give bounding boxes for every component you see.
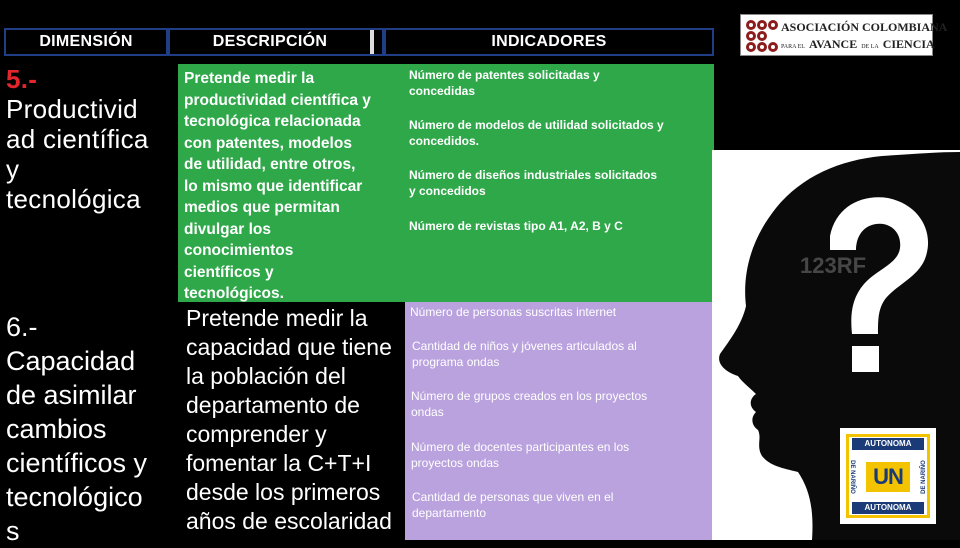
udenar-logo-mark: UN <box>866 462 910 492</box>
indicator-line: Número de revistas tipo A1, A2, B y C <box>409 219 623 233</box>
indicator-line: ondas <box>411 405 444 419</box>
row5-description <box>184 68 371 305</box>
header-dimension-label: DIMENSIÓN <box>39 33 133 50</box>
acac-logo-line2 <box>781 35 935 53</box>
row5-description-line: tecnológicos. <box>184 285 284 302</box>
row5-description-line: de utilidad, entre otros, <box>184 156 356 173</box>
row6-description-line: la población del <box>186 363 346 389</box>
row6-dimension-line: s <box>6 516 20 546</box>
indicator-line: proyectos ondas <box>411 456 500 470</box>
indicator-line: concedidas <box>409 84 476 98</box>
row6-description-line: Pretende medir la <box>186 305 368 331</box>
indicator-line: Número de diseños industriales solicitados <box>409 168 658 182</box>
acac-logo-text: PARA EL <box>781 44 805 50</box>
acac-logo-text: CIENCIA <box>882 37 935 51</box>
row5-indicator <box>409 117 664 149</box>
header-description-label: DESCRIPCIÓN <box>212 33 328 50</box>
indicator-line: Número de modelos de utilidad solicitados y <box>409 118 664 132</box>
header-description <box>168 28 384 56</box>
row5-description-line: con patentes, modelos <box>184 134 352 152</box>
row6-indicator <box>411 388 647 420</box>
row5-number: 5.- <box>6 64 38 94</box>
row6-dimension <box>6 310 147 548</box>
udenar-logo <box>840 428 936 524</box>
header-indicators <box>384 28 714 56</box>
row6-dimension-line: 6.- <box>6 312 38 342</box>
row6-description-line: comprender y <box>186 421 327 447</box>
row5-dimension-line: Productivid <box>6 94 138 124</box>
indicator-line: Número de grupos creados en los proyectos <box>411 389 648 403</box>
acac-logo-text: AVANCE <box>808 37 858 51</box>
row6-description <box>186 304 392 536</box>
row6-indicator <box>411 439 629 471</box>
row6-dimension-line: científicos y <box>6 448 148 478</box>
udenar-logo-bottom: AUTONOMA <box>852 502 924 514</box>
row5-description-line: conocimientos <box>184 242 294 259</box>
udenar-logo-right: DE NARIÑO <box>921 460 927 494</box>
row5-indicator <box>409 167 657 199</box>
acac-logo-text: DE LA <box>861 44 879 50</box>
row6-indicator <box>412 489 613 521</box>
acac-logo <box>740 14 948 56</box>
row5-indicator <box>409 67 600 99</box>
row5-dimension-line: y <box>6 154 20 184</box>
indicator-line: Cantidad de niños y jóvenes articulados al <box>412 339 637 353</box>
row6-dimension-line: cambios <box>6 414 107 444</box>
row5-description-line: medios que permitan <box>184 199 340 216</box>
row6-indicator <box>410 304 616 320</box>
row5-indicator <box>409 218 623 234</box>
row5-description-line: Pretende medir la <box>184 70 315 87</box>
indicator-line: y concedidos <box>409 184 486 198</box>
udenar-logo-top: AUTONOMA <box>852 438 924 450</box>
indicator-line: programa ondas <box>412 355 500 369</box>
row6-indicator <box>412 338 637 370</box>
row6-dimension-line: Capacidad <box>6 346 136 376</box>
row6-description-line: fomentar la C+T+I <box>186 450 372 476</box>
row5-description-line: productividad científica y <box>184 91 371 109</box>
watermark: 123RF <box>800 253 867 278</box>
row5-description-line: tecnológica relacionada <box>184 113 361 130</box>
indicator-line: Número de patentes solicitadas y <box>409 68 600 82</box>
row5-description-line: científicos y <box>184 263 274 281</box>
row5-description-line: lo mismo que identificar <box>184 177 363 195</box>
acac-logo-line1: ASOCIACIÓN COLOMBIANA <box>781 20 948 34</box>
header-indicators-label: INDICADORES <box>491 33 607 50</box>
row5-dimension-line: ad científica <box>6 124 149 154</box>
indicator-line: concedidos. <box>409 134 480 148</box>
row5-description-line: divulgar los <box>184 220 271 238</box>
indicator-line: departamento <box>412 506 487 520</box>
row6-description-line: años de escolaridad <box>186 508 392 534</box>
row6-description-line: capacidad que tiene <box>186 334 392 360</box>
row6-dimension-line: de asimilar <box>6 380 137 410</box>
indicator-line: Número de personas suscritas internet <box>410 305 617 319</box>
row5-dimension <box>6 64 149 214</box>
row5-dimension-line: tecnológica <box>6 184 141 214</box>
header-dimension <box>4 28 168 56</box>
row6-description-line: desde los primeros <box>186 479 381 505</box>
row6-dimension-line: tecnológico <box>6 482 143 512</box>
indicator-line: Número de docentes participantes en los <box>411 440 630 454</box>
row6-description-line: departamento de <box>186 392 360 418</box>
udenar-logo-left: DE NARIÑO <box>849 460 855 494</box>
indicator-line: Cantidad de personas que viven en el <box>412 490 614 504</box>
